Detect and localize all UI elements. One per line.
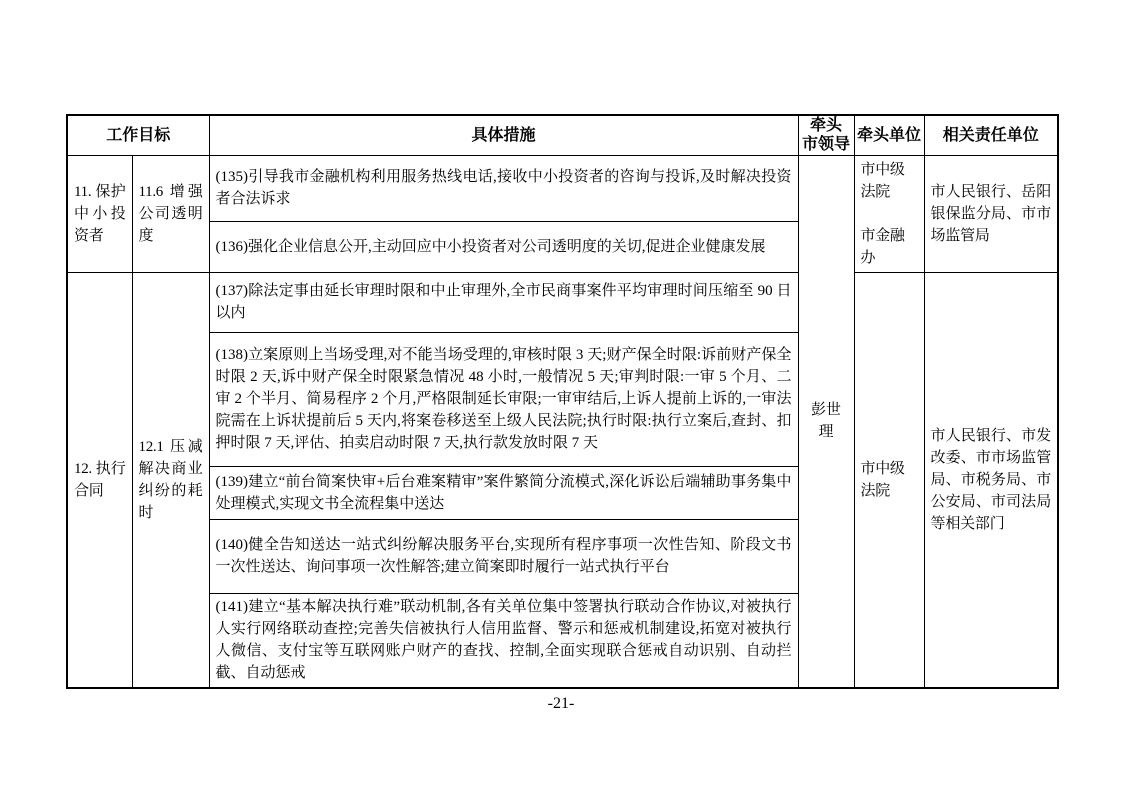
header-responsible-units: 相关责任单位 xyxy=(924,115,1058,155)
table-row xyxy=(67,272,1058,332)
lead-unit-12-entry-1: 市中级法院 xyxy=(860,460,905,499)
header-lead-city-leader-line2: 市领导 xyxy=(802,136,851,154)
header-lead-city-leader-line1: 牵头 xyxy=(810,117,843,135)
header-measures: 具体措施 xyxy=(209,115,798,155)
measure-cell-139: (139)建立“前台简案快审+后台难案精审”案件繁简分流模式,深化诉讼后端辅助事务集中处理模式,实现文书全流程集中送达 xyxy=(209,466,798,519)
lead-unit-cell-12 xyxy=(854,272,924,688)
measure-cell-140: (140)健全告知送达一站式纠纷解决服务平台,实现所有程序事项一次性告知、阶段文书一次性送达、询问事项一次性解答;建立简案即时履行一站式执行平台 xyxy=(209,519,798,593)
goal-cell-11: 11. 保护中小投资者 xyxy=(67,155,132,272)
work-measures-table xyxy=(66,114,1059,689)
header-work-goal: 工作目标 xyxy=(67,115,209,155)
responsible-units-cell-11: 市人民银行、岳阳银保监分局、市市场监管局 xyxy=(924,155,1058,272)
page-number: -21- xyxy=(547,695,575,712)
lead-unit-cell-11 xyxy=(854,155,924,272)
subgoal-cell-12-1: 12.1 压减解决商业纠纷的耗时 xyxy=(132,272,209,688)
responsible-units-cell-12: 市人民银行、市发改委、市市场监管局、市税务局、市公安局、市司法局等相关部门 xyxy=(924,272,1058,688)
subgoal-cell-11-6: 11.6 增强公司透明度 xyxy=(132,155,209,272)
measure-cell-136: (136)强化企业信息公开,主动回应中小投资者对公司透明度的关切,促进企业健康发展 xyxy=(209,221,798,272)
table-row xyxy=(67,155,1058,221)
measure-cell-138: (138)立案原则上当场受理,对不能当场受理的,审核时限 3 天;财产保全时限:诉前财产保全时限 2 天,诉中财产保全时限紧急情况 48 小时,一般情况 5 天;审判时限:一审 5 个月、二审 2 个半月、简易程序 2 个月,严格限制延长审限;一审审结后,上诉人提前上诉的,一审法院需在上诉状提前后 5 天内,将案卷移送至上级人民法院;执行时限:执行立案后,查封、扣押时限 7 天,评估、拍卖启动时限 7 天,执行款发放时限 7 天 xyxy=(209,332,798,466)
measure-cell-141: (141)建立“基本解决执行难”联动机制,各有关单位集中签署执行联动合作协议,对被执行人实行网络联动查控;完善失信被执行人信用监督、警示和惩戒机制建设,拓宽对被执行人微信、支付宝等互联网账户财产的查找、控制,全面实现联合惩戒自动识别、自动拦截、自动惩戒 xyxy=(209,593,798,688)
measure-cell-135: (135)引导我市金融机构利用服务热线电话,接收中小投资者的咨询与投诉,及时解决投资者合法诉求 xyxy=(209,155,798,221)
lead-unit-11-entry-2: 市金融办 xyxy=(860,227,905,266)
measure-cell-137: (137)除法定事由延长审理时限和中止审理外,全市民商事案件平均审理时间压缩至 90 日以内 xyxy=(209,272,798,332)
lead-city-leader-cell: 彭世理 xyxy=(798,155,854,688)
table-header-row xyxy=(67,115,1058,155)
goal-cell-12: 12. 执行合同 xyxy=(67,272,132,688)
header-lead-city-leader xyxy=(798,115,854,155)
header-lead-unit: 牵头单位 xyxy=(854,115,924,155)
lead-unit-11-entry-1: 市中级法院 xyxy=(860,161,905,200)
